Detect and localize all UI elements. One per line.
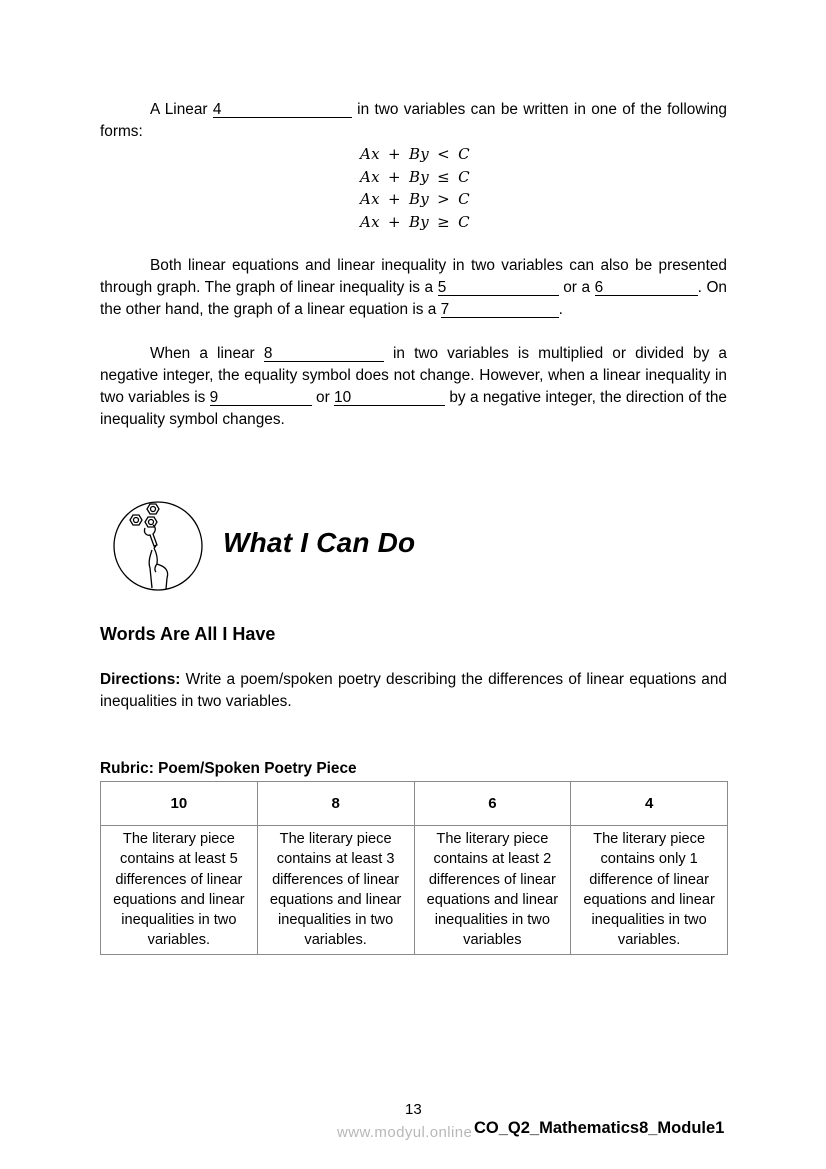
page-number: 13 (405, 1101, 422, 1118)
rubric-criteria-row (101, 826, 728, 955)
text: A Linear (150, 101, 213, 118)
text: or a (558, 279, 595, 296)
blank-6[interactable] (595, 279, 698, 296)
formula-row: Ax + By ≥ C (360, 212, 470, 231)
text: . On the other hand, the graph of a linear equation is a (100, 279, 727, 318)
directions-text: Write a poem/spoken poetry describing the differences of linear equations and inequalities in two variables. (100, 671, 727, 710)
blank-number: 10 (334, 389, 352, 406)
rubric-header-cell: 10 (101, 782, 258, 826)
paragraph-graphs (100, 255, 727, 321)
blank-number: 5 (437, 279, 447, 296)
blank-8[interactable] (264, 345, 384, 362)
blank-4[interactable] (213, 101, 352, 118)
rubric-header-cell: 8 (257, 782, 414, 826)
blank-10[interactable] (334, 389, 445, 406)
rubric-criteria-cell: The literary piece contains at least 3 differences of linear equations and linear inequalities in two variables. (257, 826, 414, 955)
formula-row: Ax + By > C (360, 190, 470, 208)
formula-row: Ax + By ≤ C (360, 167, 470, 186)
watermark: www.modyul.online (337, 1124, 473, 1141)
blank-9[interactable] (210, 389, 312, 406)
blank-5[interactable] (438, 279, 559, 296)
blank-number: 7 (440, 301, 450, 318)
text: in two variables can be written in one of the following forms: (100, 101, 727, 140)
blank-7[interactable] (441, 301, 559, 318)
directions-label: Directions: (100, 671, 181, 688)
text: by a negative integer, the direction of the inequality symbol changes. (100, 389, 727, 428)
section-title: What I Can Do (223, 527, 416, 558)
paragraph-linear-forms (100, 99, 727, 143)
rubric-header-cell: 6 (414, 782, 571, 826)
rubric-criteria-cell: The literary piece contains at least 5 differences of linear equations and linear inequalities in two variables. (101, 826, 258, 955)
directions (100, 669, 727, 713)
text: or (311, 389, 335, 406)
rubric-table (100, 781, 728, 955)
text: in two variables is multiplied or divided by a negative integer, the equality symbol does not change. However, when a linear inequality in two variables is (100, 345, 727, 406)
paragraph-multiplication (100, 343, 727, 431)
rubric-header-row (101, 782, 728, 826)
rubric-label: Rubric: Poem/Spoken Poetry Piece (100, 760, 357, 777)
text: . (558, 301, 563, 318)
blank-number: 4 (212, 101, 222, 118)
activity-title: Words Are All I Have (100, 624, 276, 644)
blank-number: 6 (594, 279, 604, 296)
formula-row: Ax + By < C (360, 145, 470, 163)
rubric-criteria-cell: The literary piece contains only 1 difference of linear equations and linear inequalities in two variables. (571, 826, 728, 955)
rubric-header-cell: 4 (571, 782, 728, 826)
module-code: CO_Q2_Mathematics8_Module1 (474, 1119, 725, 1137)
hand-wrench-nuts-icon (112, 500, 204, 592)
inequality-forms (360, 143, 470, 233)
blank-number: 8 (263, 345, 273, 362)
rubric-criteria-cell: The literary piece contains at least 2 differences of linear equations and linear inequalities in two variables (414, 826, 571, 955)
text: Both linear equations and linear inequality in two variables can also be presented through graph. The graph of linear inequality is a (100, 257, 727, 296)
text: When a linear (150, 345, 264, 362)
blank-number: 9 (209, 389, 219, 406)
